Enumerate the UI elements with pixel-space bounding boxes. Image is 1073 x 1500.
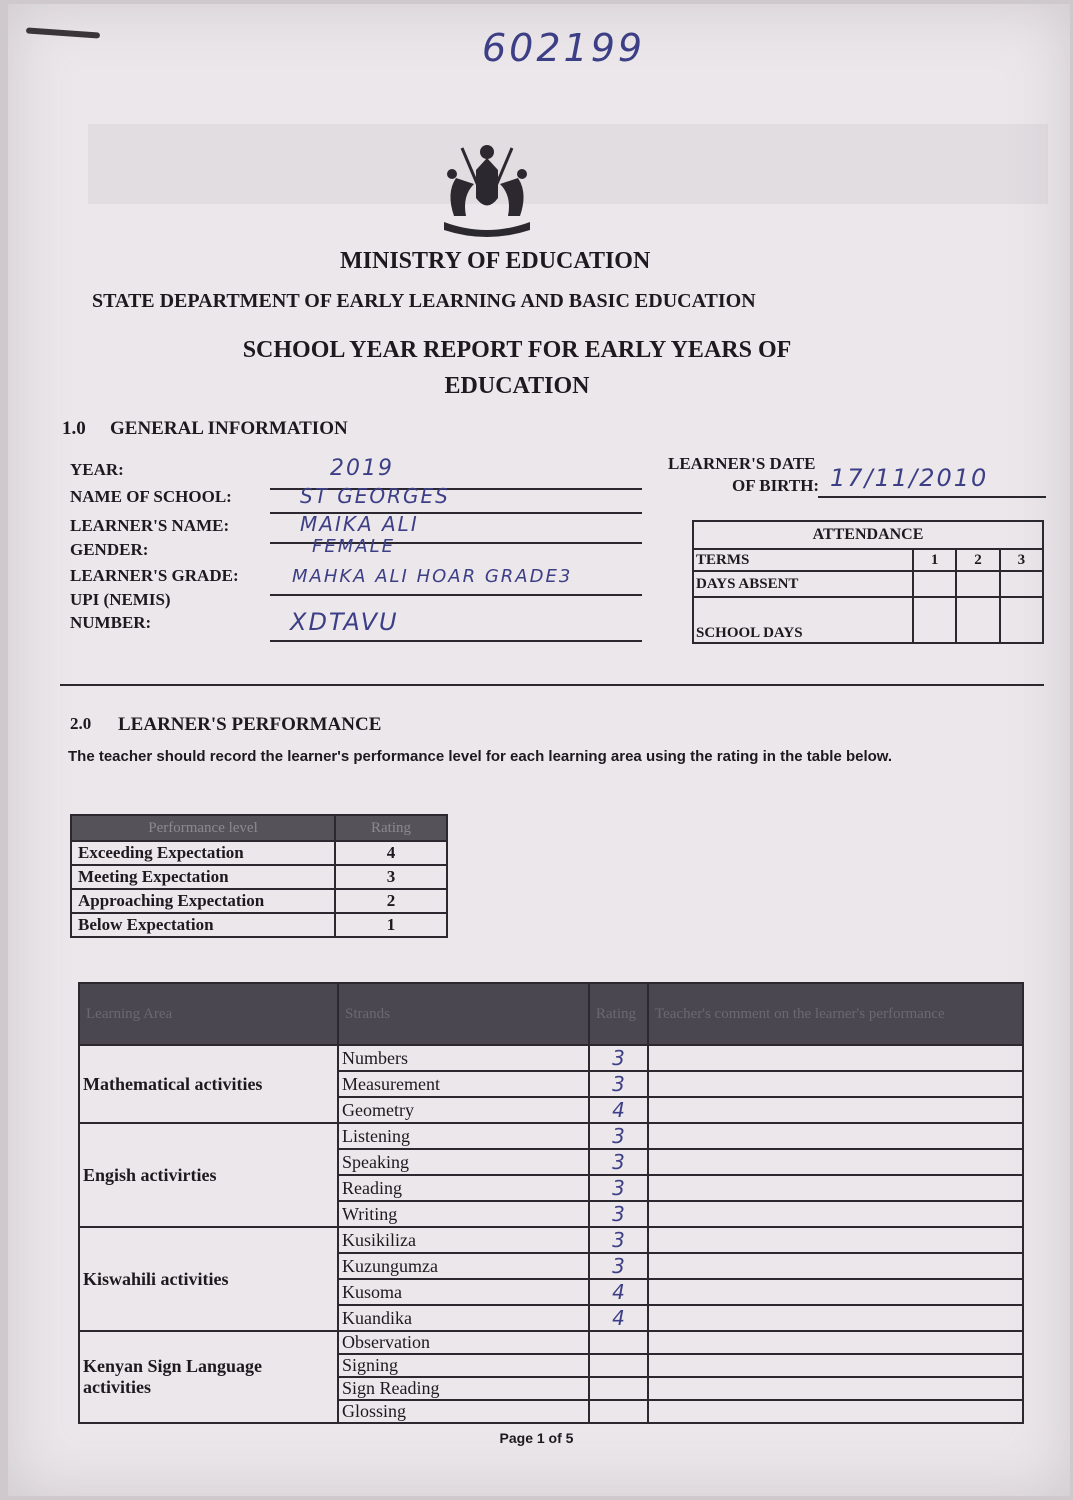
learning-area: Kiswahili activities bbox=[79, 1227, 338, 1331]
days-absent-term-1 bbox=[913, 571, 956, 597]
strand: Kuandika bbox=[338, 1305, 589, 1331]
school-label: NAME OF SCHOOL: bbox=[70, 487, 232, 506]
dob-label-line1: LEARNER'S DATE bbox=[668, 454, 816, 473]
strand-rating: 3 bbox=[589, 1175, 648, 1201]
scale-header-level: Performance level bbox=[71, 815, 335, 841]
strand-rating: 4 bbox=[589, 1279, 648, 1305]
strand-rating: 3 bbox=[589, 1227, 648, 1253]
scale-level: Below Expectation bbox=[71, 913, 335, 937]
upi-label-line2: NUMBER: bbox=[70, 613, 152, 632]
dob-label-line2: OF BIRTH: bbox=[732, 476, 820, 495]
learning-area: Kenyan Sign Language activities bbox=[79, 1331, 338, 1423]
general-section-number: 1.0 bbox=[62, 418, 86, 439]
dob-line bbox=[818, 496, 1046, 498]
scale-level: Meeting Expectation bbox=[71, 865, 335, 889]
coat-of-arms-icon bbox=[432, 138, 542, 248]
teacher-comment bbox=[648, 1253, 1023, 1279]
strand-rating bbox=[589, 1377, 648, 1400]
grade-line bbox=[270, 594, 642, 596]
teacher-comment bbox=[648, 1097, 1023, 1123]
teacher-comment bbox=[648, 1149, 1023, 1175]
days-absent-term-3 bbox=[1000, 571, 1043, 597]
scale-header-rating: Rating bbox=[335, 815, 447, 841]
teacher-comment bbox=[648, 1279, 1023, 1305]
strand-rating: 4 bbox=[589, 1097, 648, 1123]
scale-level: Approaching Expectation bbox=[71, 889, 335, 913]
performance-section-title: LEARNER'S PERFORMANCE bbox=[118, 714, 382, 735]
strand-rating: 3 bbox=[589, 1149, 648, 1175]
year-value: 2019 bbox=[330, 456, 394, 481]
strand-rating bbox=[589, 1331, 648, 1354]
header-rating: Rating bbox=[589, 983, 648, 1045]
strand: Geometry bbox=[338, 1097, 589, 1123]
school-value: ST GEORGES bbox=[300, 484, 450, 508]
header-learning-area: Learning Area bbox=[79, 983, 338, 1045]
school-days-label: SCHOOL DAYS bbox=[693, 597, 913, 643]
teacher-comment bbox=[648, 1377, 1023, 1400]
grade-label: LEARNER'S GRADE: bbox=[70, 566, 239, 585]
learner-name-label: LEARNER'S NAME: bbox=[70, 516, 230, 535]
teacher-comment bbox=[648, 1354, 1023, 1377]
page-number: Page 1 of 5 bbox=[499, 1430, 574, 1446]
year-label: YEAR: bbox=[70, 460, 124, 479]
scale-level: Exceeding Expectation bbox=[71, 841, 335, 865]
report-title: SCHOOL YEAR REPORT FOR EARLY YEARS OF EDUCATION bbox=[242, 337, 792, 399]
upi-line bbox=[270, 640, 642, 642]
header-teacher-comment: Teacher's comment on the learner's performance bbox=[648, 983, 1023, 1045]
strand: Glossing bbox=[338, 1400, 589, 1423]
upi-value: XDTAVU bbox=[290, 608, 399, 636]
strand-rating: 3 bbox=[589, 1045, 648, 1071]
strand-rating bbox=[589, 1354, 648, 1377]
strand: Observation bbox=[338, 1331, 589, 1354]
grade-value: MAHKA ALI HOAR GRADE3 bbox=[292, 566, 573, 587]
strand: Kuzungumza bbox=[338, 1253, 589, 1279]
strand: Measurement bbox=[338, 1071, 589, 1097]
header-strands: Strands bbox=[338, 983, 589, 1045]
teacher-comment bbox=[648, 1071, 1023, 1097]
attendance-table bbox=[692, 520, 1044, 644]
strand: Kusoma bbox=[338, 1279, 589, 1305]
school-days-term-1 bbox=[913, 597, 956, 643]
ministry-title: MINISTRY OF EDUCATION bbox=[340, 248, 651, 274]
learning-area: Mathematical activities bbox=[79, 1045, 338, 1123]
gender-label: GENDER: bbox=[70, 540, 149, 559]
gender-value: FEMALE bbox=[312, 536, 395, 557]
learner-name-value: MAIKA ALI bbox=[300, 512, 419, 536]
strand-rating: 3 bbox=[589, 1201, 648, 1227]
teacher-comment bbox=[648, 1400, 1023, 1423]
strand: Speaking bbox=[338, 1149, 589, 1175]
attendance-title: ATTENDANCE bbox=[693, 521, 1043, 549]
strand-rating: 3 bbox=[589, 1071, 648, 1097]
strand: Listening bbox=[338, 1123, 589, 1149]
teacher-comment bbox=[648, 1305, 1023, 1331]
teacher-comment bbox=[648, 1123, 1023, 1149]
terms-label: TERMS bbox=[693, 549, 913, 571]
strand: Signing bbox=[338, 1354, 589, 1377]
school-days-term-2 bbox=[956, 597, 999, 643]
dob-value: 17/11/2010 bbox=[830, 464, 989, 492]
term-2-header: 2 bbox=[956, 549, 999, 571]
rating-scale-table bbox=[70, 814, 448, 938]
strand-rating: 3 bbox=[589, 1253, 648, 1279]
bleed-through-shade bbox=[88, 124, 1048, 204]
strand-rating: 4 bbox=[589, 1305, 648, 1331]
school-days-term-3 bbox=[1000, 597, 1043, 643]
learning-area: Engish activirties bbox=[79, 1123, 338, 1227]
section-divider bbox=[60, 684, 1044, 686]
strand: Kusikiliza bbox=[338, 1227, 589, 1253]
teacher-comment bbox=[648, 1201, 1023, 1227]
strand: Numbers bbox=[338, 1045, 589, 1071]
strand: Reading bbox=[338, 1175, 589, 1201]
upi-label-line1: UPI (NEMIS) bbox=[70, 590, 171, 609]
serial-number: 602199 bbox=[482, 26, 646, 70]
performance-section-number: 2.0 bbox=[70, 714, 92, 733]
strand-rating: 3 bbox=[589, 1123, 648, 1149]
term-1-header: 1 bbox=[913, 549, 956, 571]
scale-rating: 4 bbox=[335, 841, 447, 865]
scale-rating: 3 bbox=[335, 865, 447, 889]
performance-table bbox=[78, 982, 1024, 1424]
strand: Sign Reading bbox=[338, 1377, 589, 1400]
strand: Writing bbox=[338, 1201, 589, 1227]
scale-rating: 1 bbox=[335, 913, 447, 937]
teacher-comment bbox=[648, 1045, 1023, 1071]
general-section-title: GENERAL INFORMATION bbox=[110, 418, 348, 439]
term-3-header: 3 bbox=[1000, 549, 1043, 571]
department-title: STATE DEPARTMENT OF EARLY LEARNING AND BASIC EDUCATION bbox=[92, 290, 756, 312]
performance-instruction: The teacher should record the learner's performance level for each learning area using the rating in the table below. bbox=[68, 748, 893, 765]
strand-rating bbox=[589, 1400, 648, 1423]
teacher-comment bbox=[648, 1331, 1023, 1354]
teacher-comment bbox=[648, 1175, 1023, 1201]
days-absent-label: DAYS ABSENT bbox=[693, 571, 913, 597]
scale-rating: 2 bbox=[335, 889, 447, 913]
teacher-comment bbox=[648, 1227, 1023, 1253]
days-absent-term-2 bbox=[956, 571, 999, 597]
staple-mark bbox=[26, 27, 100, 38]
